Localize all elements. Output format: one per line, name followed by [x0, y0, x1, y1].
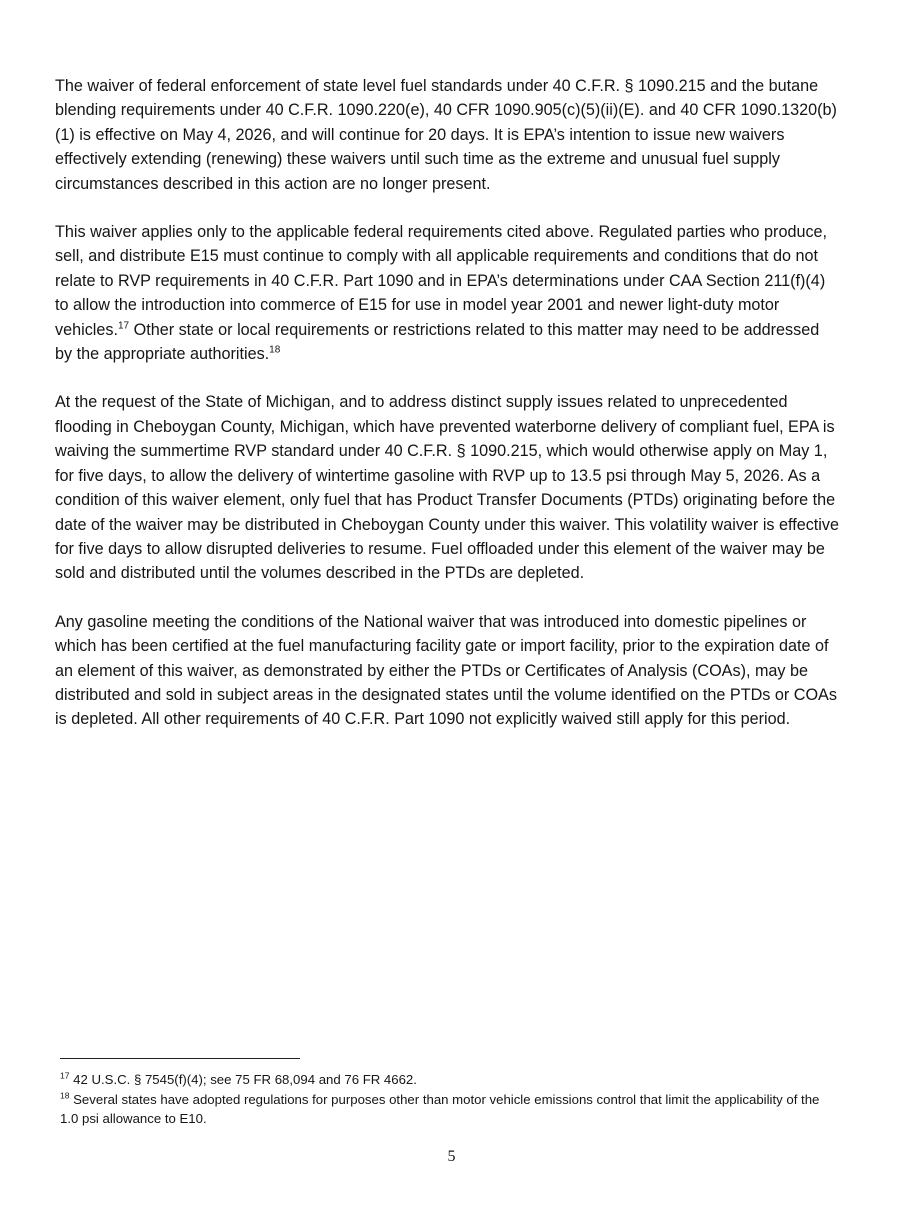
- footnote-reference-18[interactable]: 18: [269, 344, 281, 356]
- paragraph-national-waiver-conditions: Any gasoline meeting the conditions of the National waiver that was introduced into domestic pipelines or which has been certified at the fuel manufacturing facility gate or import facility, prior to the expiration date of an element of this waiver, as demonstrated by either the PTDs or Certificates of Analysis (COAs), may be distributed and sold in subject areas in the designated states until the volume identified on the PTDs or COAs is depleted. All other requirements of 40 C.F.R. Part 1090 not explicitly waived still apply for this period.: [55, 612, 837, 729]
- footnote-number-18: 18: [60, 1090, 70, 1101]
- page-number: 5: [447, 1148, 456, 1165]
- paragraph-waiver-scope-text-b: Other state or local requirements or restrictions related to this matter may need to be addressed by the appropriate authorities.: [55, 320, 820, 364]
- footnote-number-17: 17: [60, 1070, 70, 1081]
- paragraph-michigan-waiver: At the request of the State of Michigan, and to address distinct supply issues related to unprecedented flooding in Cheboygan County, Michigan, which have prevented waterborne delivery of compliant fuel, EPA is waiving the summertime RVP standard under 40 C.F.R. § 1090.215, which would otherwise apply on May 1, for five days, to allow the delivery of wintertime gasoline with RVP up to 13.5 psi through May 5, 2026. As a condition of this waiver element, only fuel that has Product Transfer Documents (PTDs) originating before the date of the waiver may be distributed in Cheboygan County under this waiver. This volatility waiver is effective for five days to allow disrupted deliveries to resume. Fuel offloaded under this element of the waiver may be sold and distributed until the volumes described in the PTDs are depleted.: [55, 393, 839, 583]
- paragraph-waiver-scope-text-a: This waiver applies only to the applicable federal requirements cited above. Regulated parties who produce, sell, and distribute E15 must continue to comply with all applicable requirements and conditions that do not relate to RVP requirements in 40 C.F.R. Part 1090 and in EPA’s determinations under CAA Section 211(f)(4) to allow the introduction into commerce of E15 for use in model year 2001 and newer light-duty motor vehicles.: [55, 223, 828, 339]
- footnote-text-18: Several states have adopted regulations for purposes other than motor vehicle emissions control that limit the applicability of the 1.0 psi allowance to E10.: [60, 1092, 820, 1126]
- footnote-18: [60, 1090, 840, 1128]
- paragraph-waiver-scope: [55, 220, 840, 366]
- paragraph-waiver-effective-date: The waiver of federal enforcement of state level fuel standards under 40 C.F.R. § 1090.215 and the butane blending requirements under 40 C.F.R. 1090.220(e), 40 CFR 1090.905(c)(5)(ii)(E). and 40 CFR 1090.1320(b)(1) is effective on May 4, 2026, and will continue for 20 days. It is EPA’s intention to issue new waivers effectively extending (renewing) these waivers until such time as the extreme and unusual fuel supply circumstances described in this action are no longer present.: [55, 77, 837, 193]
- footnote-text-17: 42 U.S.C. § 7545(f)(4); see 75 FR 68,094 and 76 FR 4662.: [69, 1072, 417, 1087]
- body-text: [55, 74, 840, 756]
- footnote-reference-17[interactable]: 17: [117, 320, 130, 332]
- footnote-divider: [60, 1058, 300, 1059]
- footnote-17: [60, 1070, 840, 1089]
- footnotes: [60, 1070, 840, 1129]
